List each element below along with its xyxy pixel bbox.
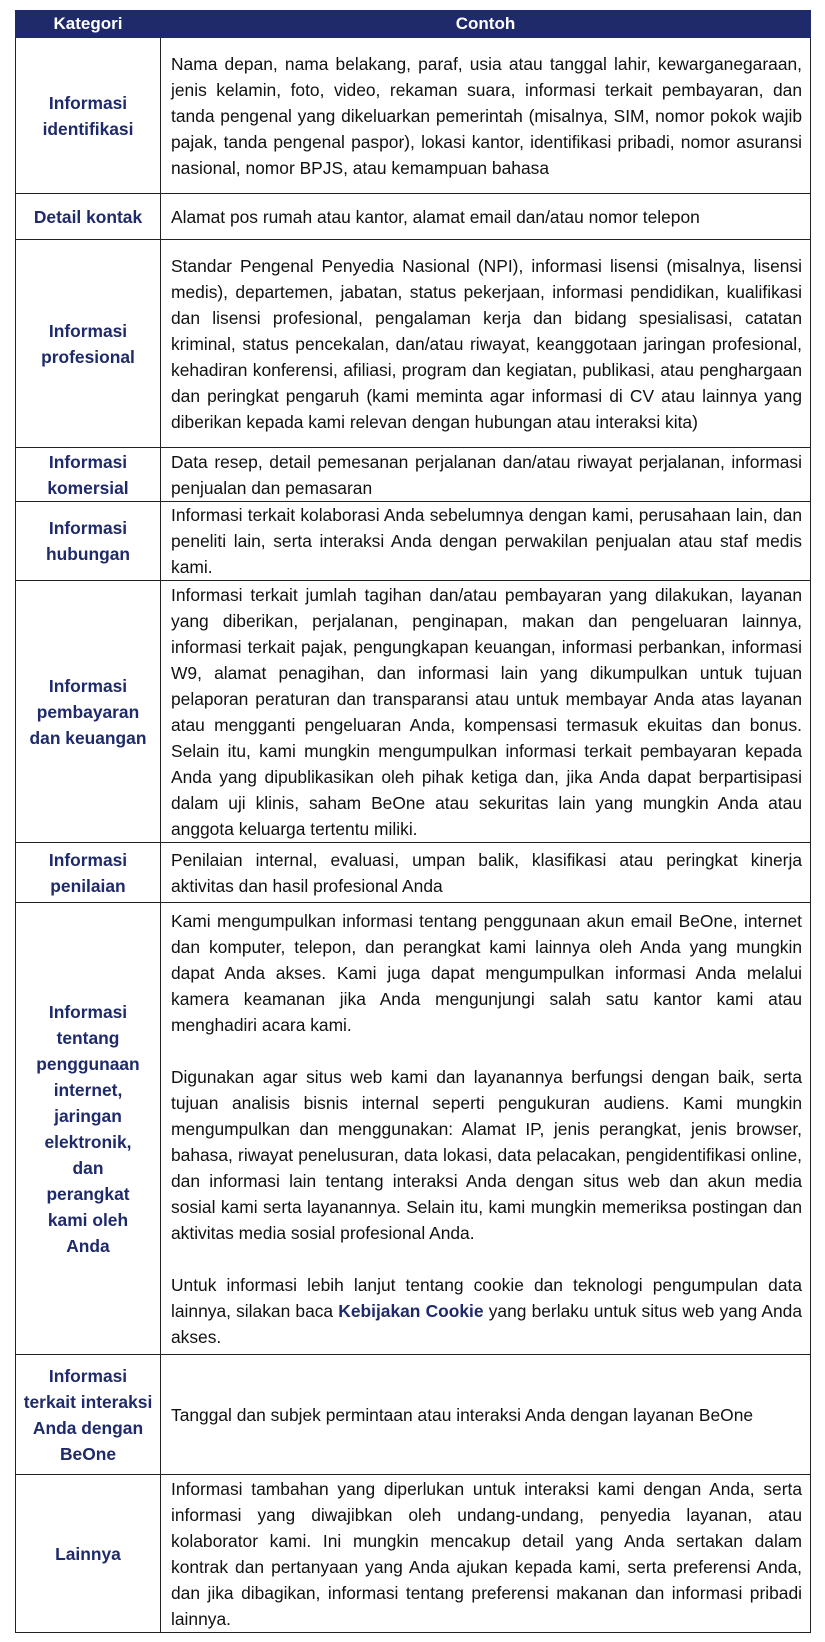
- cookie-policy-link[interactable]: Kebijakan Cookie: [338, 1300, 484, 1321]
- row-example: Alamat pos rumah atau kantor, alamat email dan/atau nomor telepon: [161, 194, 811, 240]
- row-example: Informasi terkait jumlah tagihan dan/atau pembayaran yang dilakukan, layanan yang diberikan, perjalanan, penginapan, makan dan pengeluaran lainnya, informasi terkait pajak, pengungkapan keuangan, informasi perbankan, informasi W9, alamat penagihan, dan informasi lain yang dikumpulkan untuk tujuan pelaporan peraturan dan transparansi atau untuk membayar Anda atas layanan atau mengganti pengeluaran Anda, kompensasi termasuk ekuitas dan bonus. Selain itu, kami mungkin mengumpulkan informasi terkait pembayaran kepada Anda yang dipublikasikan oleh pihak ketiga dan, jika Anda dapat berpartisipasi dalam uji klinis, saham BeOne atau sekuritas lain yang mungkin Anda atau anggota keluarga tertentu miliki.: [161, 581, 811, 843]
- row-example: Informasi terkait kolaborasi Anda sebelumnya dengan kami, perusahaan lain, dan peneliti lain, serta interaksi Anda dengan perwakilan penjualan atau staf medis kami.: [161, 502, 811, 581]
- usage-paragraph-3-before: Untuk informasi lebih lanjut tentang cookie dan teknologi pengumpulan data lainnya, silakan baca: [171, 1274, 802, 1321]
- row-example: [161, 903, 811, 1355]
- row-category: Informasi profesional: [16, 240, 161, 448]
- usage-paragraph-2: Digunakan agar situs web kami dan layanannya berfungsi dengan baik, serta tujuan analisis bisnis internal seperti pengukuran audiens. Kami mungkin mengumpulkan dan menggunakan: Alamat IP, jenis perangkat, jenis browser, bahasa, riwayat penelusuran, data lokasi, data pelacakan, pengidentifikasi online, dan informasi lain tentang interaksi Anda dengan situs web dan akun media sosial kami serta layanannya. Selain itu, kami mungkin memeriksa postingan dan aktivitas media sosial profesional Anda.: [171, 1066, 802, 1243]
- table-header-row: [16, 11, 811, 38]
- table-row: [16, 38, 811, 194]
- row-category: Informasi terkait interaksi Anda dengan BeOne: [16, 1355, 161, 1475]
- header-category: Kategori: [16, 11, 161, 38]
- row-category: Informasi hubungan: [16, 502, 161, 581]
- row-category: Informasi identifikasi: [16, 38, 161, 194]
- usage-paragraph-1: Kami mengumpulkan informasi tentang penggunaan akun email BeOne, internet dan komputer, telepon, dan perangkat kami lainnya oleh Anda yang mungkin dapat Anda akses. Kami juga dapat mengumpulkan informasi Anda melalui kamera keamanan jika Anda mengunjungi salah satu kantor kami atau menghadiri acara kami.: [171, 910, 802, 1035]
- header-example: Contoh: [161, 11, 811, 38]
- row-category: Detail kontak: [16, 194, 161, 240]
- usage-paragraph-3: [171, 1272, 802, 1350]
- row-example: Data resep, detail pemesanan perjalanan dan/atau riwayat perjalanan, informasi penjualan dan pemasaran: [161, 448, 811, 502]
- table-row: [16, 1475, 811, 1633]
- row-category: Informasi komersial: [16, 448, 161, 502]
- row-category: Informasi pembayaran dan keuangan: [16, 581, 161, 843]
- table-row: [16, 194, 811, 240]
- table-row: [16, 502, 811, 581]
- row-example: Tanggal dan subjek permintaan atau interaksi Anda dengan layanan BeOne: [161, 1355, 811, 1475]
- table-row: [16, 448, 811, 502]
- table-row: [16, 903, 811, 1355]
- row-example: Informasi tambahan yang diperlukan untuk interaksi kami dengan Anda, serta informasi yang diwajibkan oleh undang-undang, penyedia layanan, atau kolaborator kami. Ini mungkin mencakup detail yang Anda sertakan dalam kontrak dan pertanyaan yang Anda ajukan kepada kami, serta preferensi Anda, dan jika dibagikan, informasi tentang preferensi makanan dan informasi pribadi lainnya.: [161, 1475, 811, 1633]
- usage-paragraph-3-after: yang berlaku untuk situs web yang Anda akses.: [171, 1300, 802, 1347]
- row-category: Lainnya: [16, 1475, 161, 1633]
- data-category-table: [15, 10, 811, 1633]
- row-example: Nama depan, nama belakang, paraf, usia atau tanggal lahir, kewarganegaraan, jenis kelamin, foto, video, rekaman suara, informasi terkait pembayaran, dan tanda pengenal yang dikeluarkan pemerintah (misalnya, SIM, nomor pokok wajib pajak, tanda pengenal paspor), lokasi kantor, identifikasi pribadi, nomor asuransi nasional, nomor BPJS, atau kemampuan bahasa: [161, 38, 811, 194]
- row-category: Informasi tentang penggunaan internet, jaringan elektronik, dan perangkat kami oleh Anda: [16, 903, 161, 1355]
- row-example: Penilaian internal, evaluasi, umpan balik, klasifikasi atau peringkat kinerja aktivitas dan hasil profesional Anda: [161, 843, 811, 903]
- table-row: [16, 1355, 811, 1475]
- row-example: Standar Pengenal Penyedia Nasional (NPI), informasi lisensi (misalnya, lisensi medis), departemen, jabatan, status pekerjaan, informasi pendidikan, kualifikasi dan lisensi profesional, pengalaman kerja dan bidang spesialisasi, catatan kriminal, status pencekalan, dan/atau riwayat, keanggotaan jaringan profesional, kehadiran konferensi, afiliasi, program dan kegiatan, publikasi, atau penghargaan dan peringkat pengaruh (kami meminta agar informasi di CV atau lainnya yang diberikan kepada kami relevan dengan hubungan atau interaksi kita): [161, 240, 811, 448]
- table-row: [16, 581, 811, 843]
- table-row: [16, 240, 811, 448]
- table-row: [16, 843, 811, 903]
- row-category: Informasi penilaian: [16, 843, 161, 903]
